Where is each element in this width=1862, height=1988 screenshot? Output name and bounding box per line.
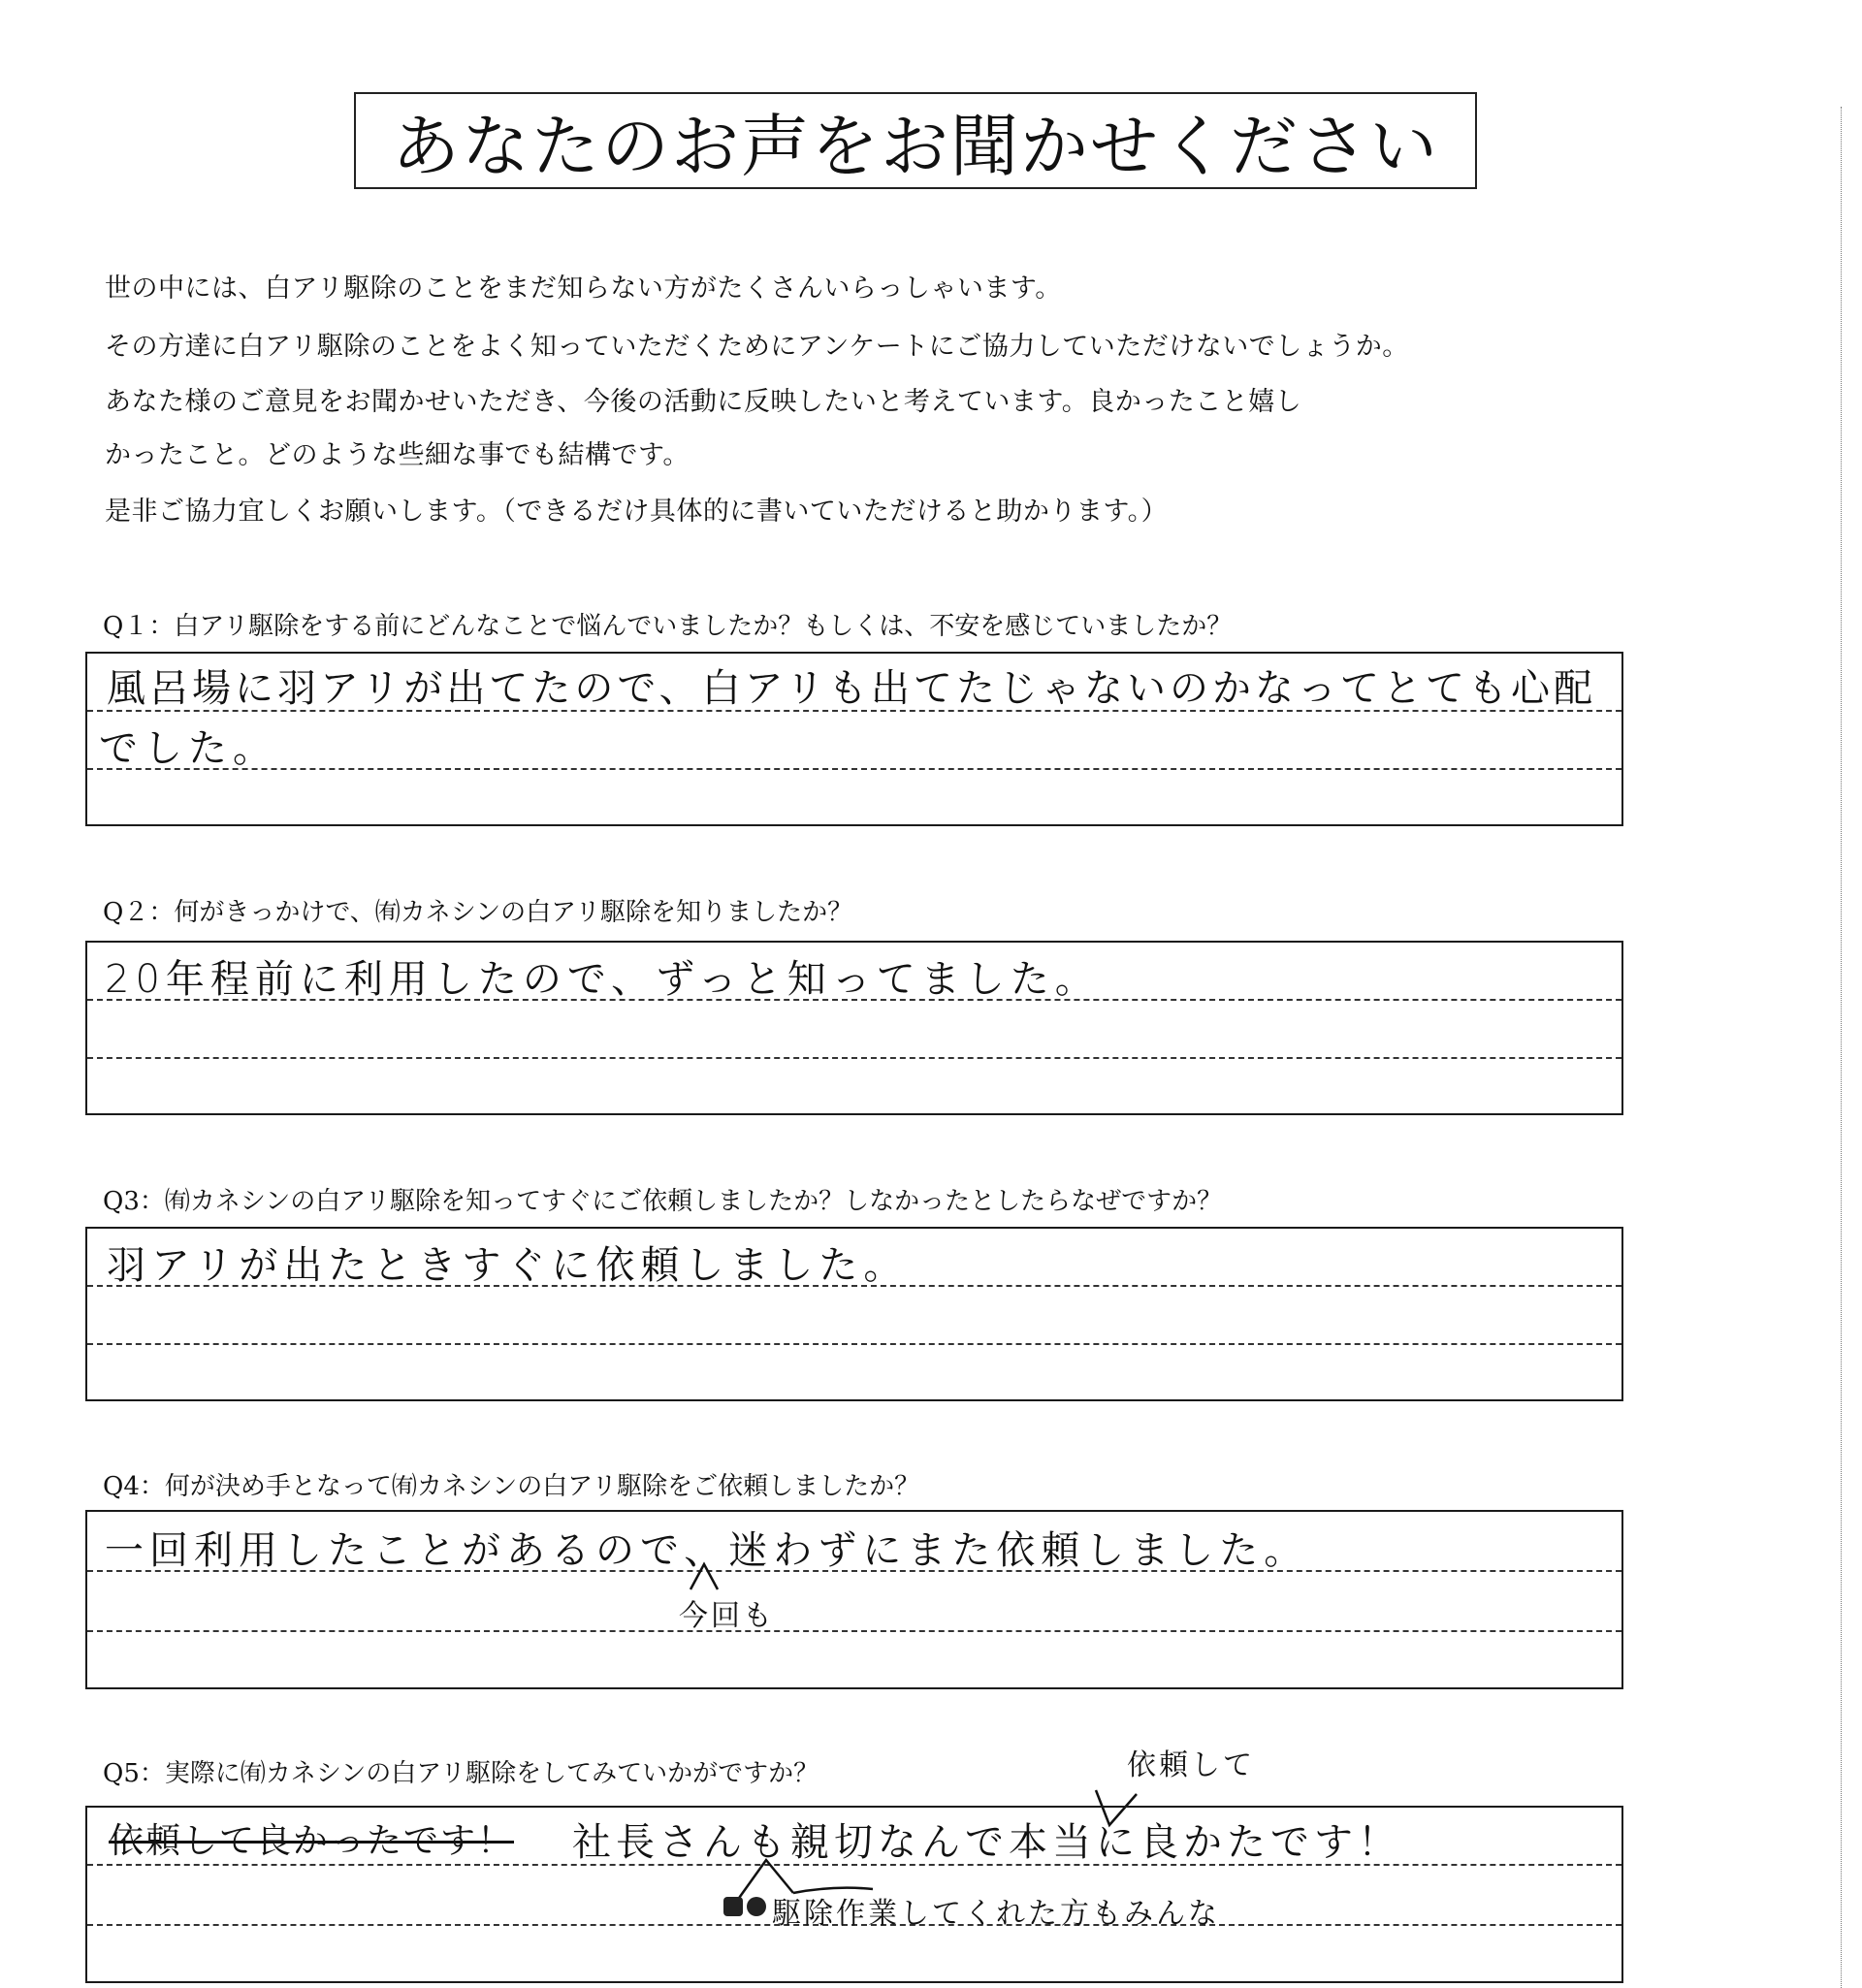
handwritten-insertion: 今回も [679,1599,775,1633]
scan-margin-line [1841,107,1842,1988]
title-box [354,92,1477,189]
struck-through-text: 依頼して良かったです！ [109,1821,515,1861]
question-label-q3: Q3：㈲カネシンの白アリ駆除を知ってすぐにご依頼しましたか？しなかったとしたらなぜですか？ [103,1187,1223,1216]
ruled-line [87,768,1621,770]
question-label-q1: Q１：白アリ駆除をする前にどんなことで悩んでいましたか？もしくは、不安を感じていましたか？ [103,612,1233,641]
page-title: あなたのお声をお聞かせください [392,106,1439,186]
handwritten-answer-line: 社長さんも親切なんで本当に良かたです！ [572,1820,1401,1865]
scribbled-out-mark [722,1895,768,1918]
handwritten-insertion-above: 依頼して [1127,1748,1255,1782]
answer-box-q4[interactable] [85,1510,1623,1689]
intro-line: 世の中には、白アリ駆除のことをまだ知らない方がたくさんいらっしゃいます。 [105,273,1062,304]
intro-line: その方達に白アリ駆除のことをよく知っていただくためにアンケートにご協力していただけないでしょうか。 [105,332,1409,362]
ruled-line [87,1630,1621,1632]
insertion-caret-icon [687,1560,722,1591]
intro-line: かったこと。どのような些細な事でも結構です。 [105,440,690,470]
question-label-q2: Q２：何がきっかけで、㈲カネシンの白アリ駆除を知りましたか？ [103,898,853,927]
handwritten-insertion-below: 駆除作業してくれた方もみんな [772,1897,1220,1931]
ruled-line [87,1343,1621,1345]
answer-box-q5[interactable] [85,1806,1623,1983]
ruled-line [87,1057,1621,1059]
intro-line: あなた様のご意見をお聞かせいただき、今後の活動に反映したいと考えています。良かったこと嬉し [105,387,1302,417]
intro-line: 是非ご協力宜しくお願いします。（できるだけ具体的に書いていただけると助かります。） [105,497,1169,527]
handwritten-answer-line: 羽アリが出たときすぐに依頼しました。 [107,1243,909,1288]
handwritten-answer-line: でした。 [99,726,277,771]
handwritten-answer-line: 一回利用したことがあるので、迷わずにまた依頼しました。 [105,1528,1309,1573]
handwritten-answer-line: 20年程前に利用したので、ずっと知ってました。 [105,957,1100,1002]
question-label-q5: Q5：実際に㈲カネシンの白アリ駆除をしてみていかがですか？ [103,1759,819,1788]
question-label-q4: Q4：何が決め手となって㈲カネシンの白アリ駆除をご依頼しましたか？ [103,1472,920,1501]
handwritten-answer-line: 風呂場に羽アリが出てたので、白アリも出てたじゃないのかなってとても心配 [107,666,1596,711]
answer-box-q2[interactable] [85,941,1623,1115]
answer-box-q1[interactable] [85,652,1623,826]
answer-box-q3[interactable] [85,1227,1623,1401]
